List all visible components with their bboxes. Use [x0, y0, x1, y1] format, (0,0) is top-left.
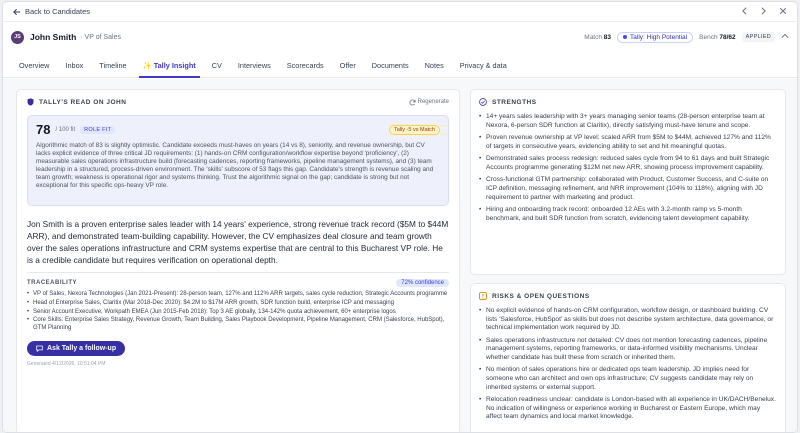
refresh-icon	[409, 99, 416, 106]
fit-score: 78	[36, 122, 51, 137]
risks-title: RISKS & OPEN QUESTIONS	[492, 292, 590, 300]
list-item: • 14+ years sales leadership with 3+ years managing senior teams (28-person enterprise team at Nexora, 6-person SDR function at Claritix), directly satisfying must-have tenure and scope.	[479, 113, 777, 130]
list-item: • Proven revenue ownership at VP level: scaled ARR from $5M to $44M, achieved 127% and 112% of targets in consecutive years, evidencing ability to set and hit meaningful quotas.	[479, 134, 777, 151]
status-badge: APPLIED	[742, 32, 775, 42]
chevron-up-icon[interactable]	[781, 33, 789, 41]
role-fit-badge: ROLE FIT	[80, 126, 115, 134]
tab-timeline[interactable]: Timeline	[99, 61, 127, 70]
list-item: • Demonstrated sales process redesign: reduced sales cycle from 94 to 61 days and built Strategic Accounts programme generating $12M net new ARR, showing process improvement capability.	[479, 155, 777, 172]
regenerate-button[interactable]: Regenerate	[409, 99, 449, 106]
strengths-card	[470, 89, 786, 275]
back-to-candidates-link[interactable]	[13, 7, 90, 16]
next-arrow-icon[interactable]	[760, 7, 767, 17]
list-item: • Hiring and onboarding track record: onboarded 12 AEs with 3.2-month ramp vs 5-month benchmark, and built SDR function from scratch, evidencing talent development capability.	[479, 206, 777, 223]
fit-explanation: Algorithmic match of 83 is slightly optimistic. Candidate exceeds must-haves on years (14 vs 8), seniority, and revenue ownership, but CV lacks explicit evidence of three critical JD requirements: (1) hands-on CRM configuration/workflow expertise beyond 'proficiency', (2) measurable sales operations infrastructure build (forecasting cadences, reporting frameworks, pipeline management systems), and (3) team leadership in a structured, process-driven environment. The 'skills' subscore of 53 flags this gap. Candidate's strength is revenue scaling and team growth; weakness is operational rigor and systems thinking. Trust the algorithmic signal on the gap; candidate is strong but not exceptional for this specific ops-heavy VP role.	[36, 142, 434, 189]
tab-bar	[3, 52, 797, 78]
card-title: TALLY'S READ ON JOHN	[39, 98, 127, 106]
divider	[27, 272, 449, 273]
vs-match-badge: Tally -5 vs Match	[389, 125, 440, 135]
chat-icon	[36, 345, 43, 352]
tab-overview[interactable]: Overview	[19, 61, 50, 70]
list-item: • No explicit evidence of hands-on CRM configuration, workflow design, or dashboard building. CV lists 'Salesforce, HubSpot' as skills but does not describe system architecture, data governance, or technical implementation work required by JD.	[479, 307, 777, 333]
list-item: • Relocation readiness unclear: candidate is London-based with all experience in UK/DACH/Benelux. No indication of willingness or experience working in Bucharest or Eastern Europe, which may affect team dynamics and local market knowledge.	[479, 396, 777, 422]
list-item: • No mention of sales operations hire or dedicated ops team leadership. JD implies need for someone who can architect and own ops infrastructure; CV suggests candidate may rely on inherited systems or external support.	[479, 366, 777, 392]
check-circle-icon	[479, 98, 487, 106]
tab-scorecards[interactable]: Scorecards	[286, 61, 324, 70]
top-bar	[3, 2, 797, 22]
candidate-header	[3, 22, 797, 52]
tally-status-pill[interactable]: Tally: High Potential	[617, 32, 693, 43]
list-item: • VP of Sales, Nexora Technologies (Jan 2021-Present): 28-person team, 127% and 112% ARR targets, sales cycle reduction, Strategic Accounts programme	[27, 291, 449, 299]
app-window	[2, 1, 798, 433]
risks-list	[479, 307, 777, 422]
tab-privacy[interactable]: Privacy & data	[459, 61, 507, 70]
ask-tally-button[interactable]: Ask Tally a follow-up	[27, 341, 125, 356]
candidate-summary: Jon Smith is a proven enterprise sales leader with 14 years' experience, strong revenue track record ($5M to $44M ARR), and demonstrated team-building capability. However, the CV emphasizes deal closure and team growth over the sales operations infrastructure and CRM systems expertise that are central to this Bucharest VP role. He is a credible candidate but requires verification on operational depth.	[27, 219, 449, 266]
candidate-role: · VP of Sales	[80, 33, 122, 41]
tab-offer[interactable]: Offer	[339, 61, 356, 70]
list-item: • Core Skills: Enterprise Sales Strategy, Revenue Growth, Team Building, Sales Playbook Development, Pipeline Management, CRM (Salesforce, HubSpot), GTM Planning	[27, 317, 449, 333]
candidate-name: John Smith	[30, 32, 77, 42]
tab-notes[interactable]: Notes	[424, 61, 444, 70]
tab-inbox[interactable]: Inbox	[65, 61, 84, 70]
tally-read-card	[16, 89, 460, 433]
fit-score-box	[27, 115, 449, 206]
traceability-title: TRACEABILITY	[27, 280, 77, 287]
status-dot-icon	[623, 35, 627, 39]
tab-interviews[interactable]: Interviews	[237, 61, 271, 70]
list-item: • Head of Enterprise Sales, Claritix (Mar 2018-Dec 2020): $4.2M to $17M ARR growth, SDR function build, enterprise ICP and messaging	[27, 300, 449, 308]
tab-cv[interactable]: CV	[211, 61, 222, 70]
fit-score-scale: / 100 fit	[55, 126, 76, 133]
list-item: • Cross-functional GTM partnership: collaborated with Product, Customer Success, and C-suite on ICP definition, messaging refinement, and NRR improvement (104% to 118%), aligning with JD requirement to partner with marketing and product.	[479, 176, 777, 202]
confidence-badge: 72% confidence	[396, 279, 449, 287]
strengths-title: STRENGTHS	[492, 98, 537, 106]
main-content	[3, 79, 797, 432]
close-icon[interactable]	[779, 7, 787, 17]
list-item: • Sales operations infrastructure not detailed: CV does not mention forecasting cadences, pipeline management systems, reporting frameworks, or data-informed visibility mechanisms. Unclear whether candidate has built these from scratch or inherited them.	[479, 337, 777, 363]
traceability-list	[27, 291, 449, 333]
list-item: • Senior Account Executive, Workpath EMEA (Jun 2015-Feb 2018): Top 3 AE globally, 134-142% quota achievement, 60+ enterprise logos	[27, 309, 449, 317]
arrow-left-icon	[13, 8, 21, 16]
match-score: Match 83	[584, 33, 612, 41]
prev-arrow-icon[interactable]	[741, 7, 748, 17]
back-label: Back to Candidates	[25, 7, 91, 16]
shield-icon	[27, 98, 34, 106]
risks-card	[470, 283, 786, 433]
generated-timestamp: Generated 4/12/2026, 10:51:04 PM	[27, 361, 106, 368]
tab-documents[interactable]: Documents	[371, 61, 409, 70]
tab-tally-insight[interactable]: ✨ Tally Insight	[135, 61, 204, 77]
bench-score: Bench 78/62	[699, 33, 736, 41]
avatar: JS	[11, 31, 24, 44]
warning-icon	[479, 292, 487, 300]
strengths-list	[479, 113, 777, 223]
